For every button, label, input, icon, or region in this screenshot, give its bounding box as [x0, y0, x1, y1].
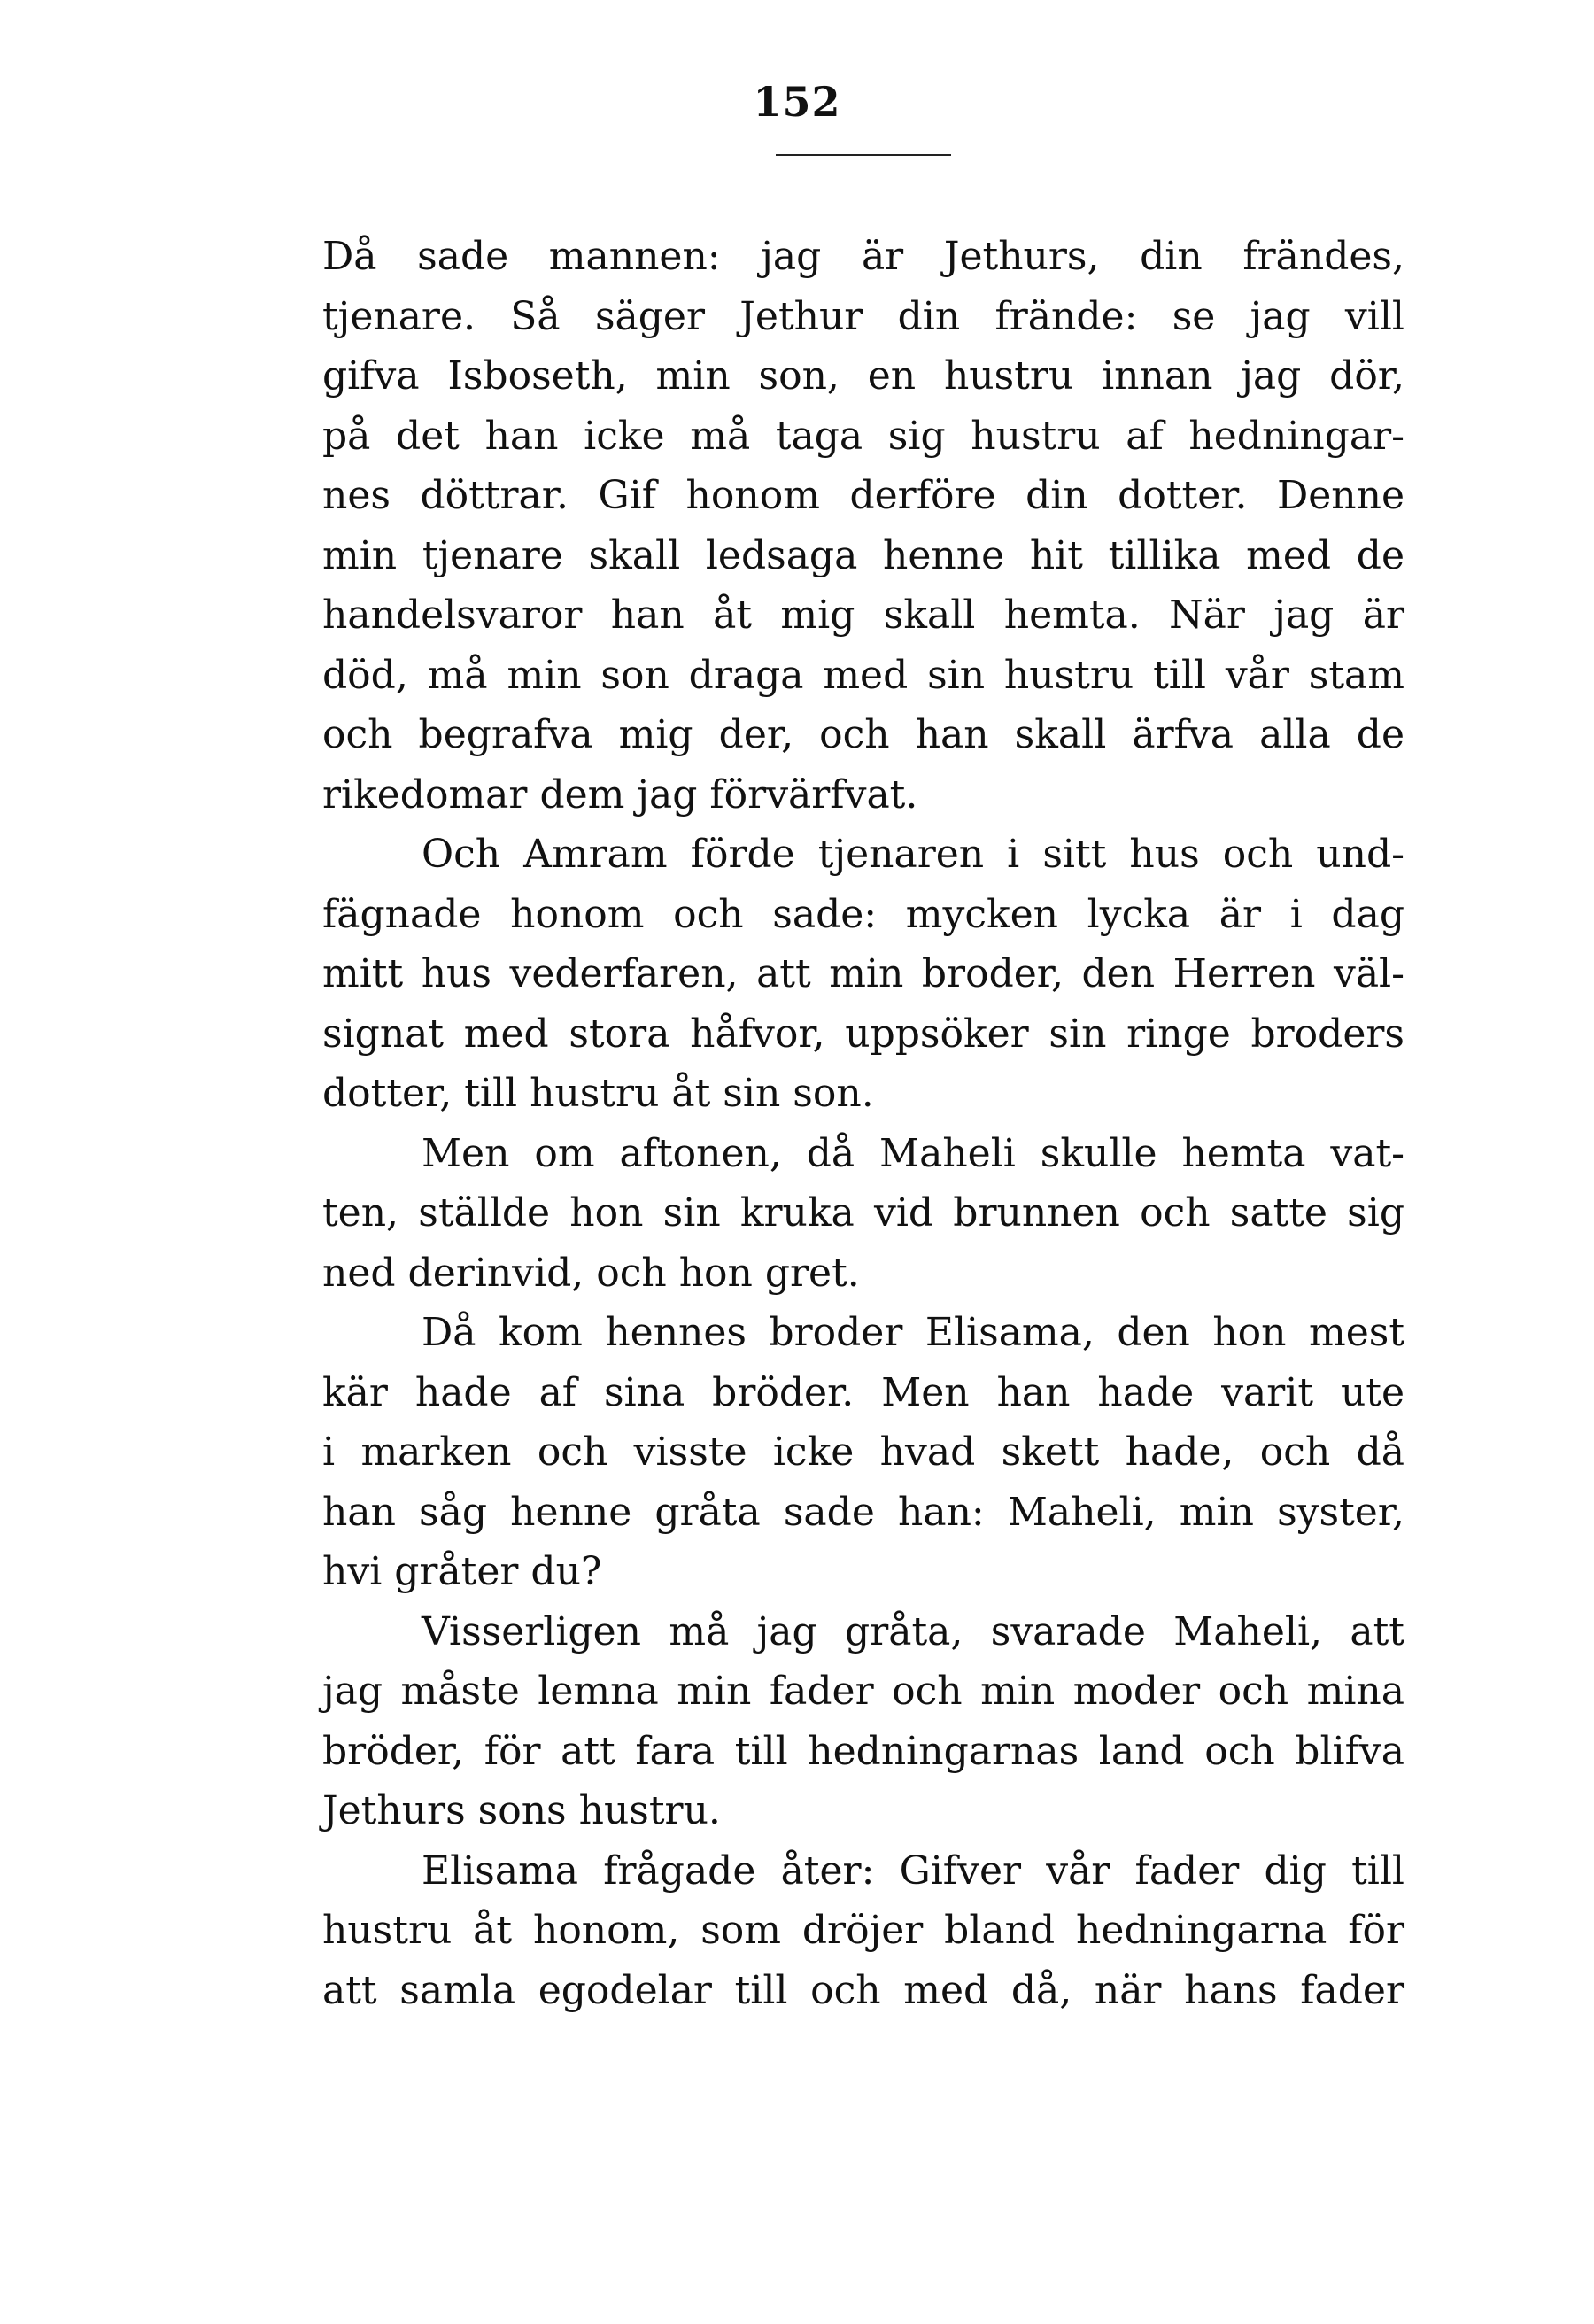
text-line: rikedomar dem jag förvärfvat. [322, 771, 918, 817]
text-line: Och Amram förde tjenaren i sitt hus och und- [422, 832, 1404, 877]
text-line: bröder, för att fara till hedningarnas land och blifva [322, 1728, 1404, 1774]
text-line: ned derinvid, och hon gret. [322, 1250, 860, 1296]
text-line: hustru åt honom, som dröjer bland hedningarna för [322, 1908, 1404, 1953]
text-line: Men om aftonen, då Maheli skulle hemta vat- [422, 1130, 1404, 1176]
text-line: tjenare. Så säger Jethur din frände: se jag vill [322, 293, 1404, 339]
text-line: mitt hus vederfaren, att min broder, den Herren väl- [322, 951, 1404, 996]
text-line: han såg henne gråta sade han: Maheli, min syster, [322, 1489, 1404, 1535]
text-line: Elisama frågade åter: Gifver vår fader dig till [422, 1848, 1404, 1894]
text-line: Då sade mannen: jag är Jethurs, din frändes, [322, 234, 1404, 279]
text-line: gifva Isboseth, min son, en hustru innan jag dör, [322, 353, 1404, 399]
text-line: Då kom hennes broder Elisama, den hon mest [422, 1310, 1404, 1355]
text-line: signat med stora håfvor, uppsöker sin ringe broders [322, 1011, 1404, 1057]
text-line: hvi gråter du? [322, 1549, 602, 1594]
header-rule [776, 154, 951, 156]
text-line: att samla egodelar till och med då, när hans fader [322, 1967, 1404, 2013]
text-line: död, må min son draga med sin hustru till vår stam [322, 652, 1404, 698]
text-line: nes döttrar. Gif honom derföre din dotter. Denne [322, 473, 1404, 518]
text-line: i marken och visste icke hvad skett hade, och då [322, 1429, 1404, 1475]
text-line: fägnade honom och sade: mycken lycka är i dag [322, 891, 1404, 937]
body-text [322, 227, 1404, 2020]
text-line: på det han icke må taga sig hustru af hedningar- [322, 413, 1404, 459]
text-line: dotter, till hustru åt sin son. [322, 1071, 874, 1116]
text-line: ten, ställde hon sin kruka vid brunnen och satte sig [322, 1190, 1404, 1236]
text-line: och begrafva mig der, och han skall ärfva alla de [322, 712, 1404, 757]
page-number: 152 [753, 78, 841, 126]
text-line: handelsvaror han åt mig skall hemta. När jag är [322, 593, 1404, 638]
text-line: min tjenare skall ledsaga henne hit tillika med de [322, 532, 1404, 578]
text-line: kär hade af sina bröder. Men han hade varit ute [322, 1369, 1404, 1415]
text-line: Jethurs sons hustru. [322, 1788, 721, 1833]
text-line: jag måste lemna min fader och min moder och mina [322, 1669, 1404, 1714]
text-line: Visserligen må jag gråta, svarade Maheli, att [422, 1608, 1404, 1654]
